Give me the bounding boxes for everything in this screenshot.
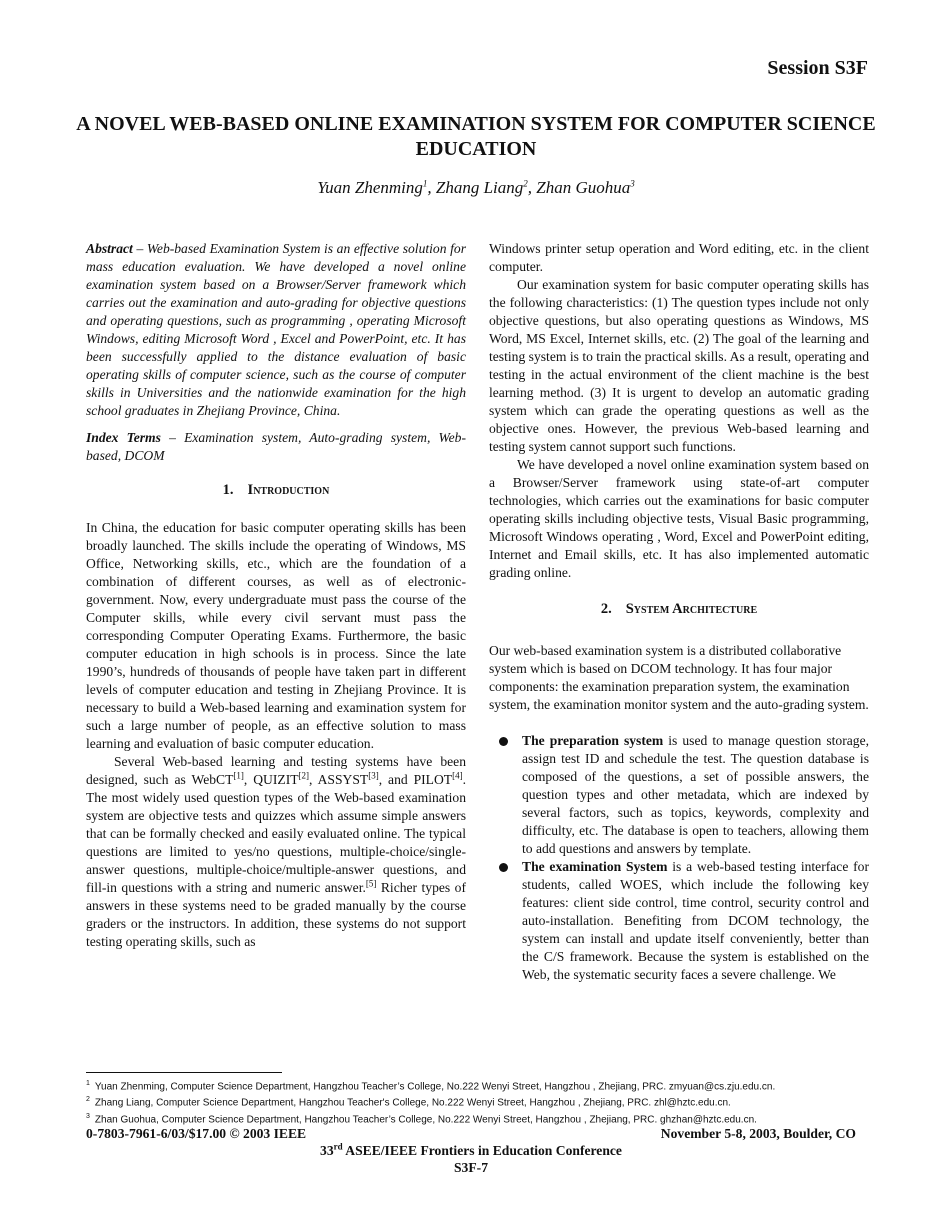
footer-isbn: 0-7803-7961-6/03/$17.00 © 2003 IEEE	[86, 1126, 307, 1141]
conference-name: ASEE/IEEE Frontiers in Education Conference	[342, 1143, 622, 1158]
author-mark: 3	[630, 178, 635, 189]
abstract-text: – Web-based Examination System is an effective solution for mass education evaluation. We have developed a novel online examination system based on a Browser/Server framework which carries out the examination and auto-grading for objective questions and operating questions, such as programming , operating Microsoft Windows, editing Microsoft Word , Excel and PowerPoint, etc. It has been successfully applied to the distance evaluation of basic operating skills of computer science, such as the course of computer skills in Universities and the nationwide examination for the high school graduates in Zhejiang Province, China.	[86, 241, 466, 418]
section-title: Introduction	[247, 482, 330, 498]
ref-mark: [3]	[368, 770, 379, 781]
index-terms	[86, 429, 466, 465]
text-run: . The most widely used question types of the Web-based examination system are objective tests and quizzes which assume simple answers that can be formally checked and easily evaluated online. The typical questions are limited to yes/no questions, multiple-choice/single-answer questions, multiple-choice/multiple-answer questions, and fill-in questions with a string and numeric answer.	[86, 772, 467, 895]
section-title: System Architecture	[625, 601, 758, 617]
section-heading-introduction	[86, 481, 466, 499]
text-run: , and PILOT	[378, 772, 453, 787]
author-line: Yuan Zhenming$^1$, Zhang Liang$^2$, Zhan Guohua$^3$	[317, 178, 635, 197]
bullet-icon	[499, 737, 508, 746]
conference-suffix: rd	[333, 1141, 343, 1152]
author-name: Yuan Zhenming	[317, 178, 423, 197]
footnote	[86, 1077, 886, 1093]
ref-mark: [1]	[233, 770, 244, 781]
author-mark: 1	[422, 178, 428, 189]
author-name: Zhang Liang	[435, 178, 524, 197]
footnote	[86, 1093, 886, 1109]
abstract	[86, 240, 466, 420]
page-footer	[86, 1125, 856, 1176]
list-item	[489, 858, 869, 984]
ref-mark: [4]	[452, 770, 463, 781]
text-run: Richer types of answers in these systems need to be graded manually by the course graders or the instructors. In addition, these systems do not support testing operating skills, such as	[86, 880, 466, 949]
section-heading-system-architecture	[489, 600, 869, 618]
ref-mark: [5]	[365, 878, 377, 889]
footnote-text: Zhang Liang, Computer Science Department, Hangzhou Teacher's College, No.222 Wenyi Street, Hangzhou , Zhejiang, PRC. zhl@hztc.edu.cn.	[94, 1097, 731, 1109]
footnote-rule	[86, 1072, 282, 1073]
developed-paragraph: We have developed a novel online examination system based on a Browser/Server framework using state-of-art computer technologies, which carries out the examinations for basic computer operating skills including objective tests, Visual Basic programming, Microsoft Windows operating , Word, Excel and PowerPoint editing, Internet and Email skills, etc. It has also implemented automatic grading online.	[489, 457, 869, 580]
bullet-lead: The preparation system	[522, 733, 664, 748]
characteristics-paragraph: Our examination system for basic computer operating skills has the following characteristics: (1) The question types include not only objective questions, but also operating questions as Windows, MS Word, MS Excel, Internet skills, etc. (2) The goal of the learning and testing system is to train the practical skills. As a result, operating and testing in the actual environment of the client machine is the best learning method. (3) It is urgent to develop an automatic grading system which can grade the operating questions as well as the objective ones. However, the previous Web-based learning and testing system cannot support such functions.	[489, 277, 869, 454]
footer-date: November 5-8, 2003, Boulder, CO	[660, 1126, 856, 1141]
session-label: Session S3F	[767, 57, 868, 79]
footnote	[86, 1110, 886, 1126]
continued-paragraph: Windows printer setup operation and Word editing, etc. in the client computer.	[489, 241, 869, 274]
paper-title: A NOVEL WEB-BASED ONLINE EXAMINATION SYSTEM FOR COMPUTER SCIENCE EDUCATION	[76, 113, 876, 160]
bullet-icon	[499, 863, 508, 872]
text-run: Several Web-based learning and testing systems have been designed, such as WebCT	[86, 754, 466, 787]
architecture-paragraph: Our web-based examination system is a distributed collaborative system which is based on DCOM technology. It has four major components: the examination preparation system, the examination system, the examination monitor system and the auto-grading system.	[489, 643, 869, 712]
footnotes	[86, 1077, 886, 1126]
index-terms-label: Index Terms	[86, 430, 161, 445]
section-number: 1.	[222, 482, 234, 498]
author-mark: 2	[523, 178, 528, 189]
text-run: , ASSYST	[309, 772, 369, 787]
ref-mark: [2]	[298, 770, 310, 781]
intro-paragraph-1: In China, the education for basic computer operating skills has been broadly launched. The skills include the operating of Windows, MS Office, Networking skills, etc., which are the foundation of a combination of different courses, as well as of electronic-government. Now, every undergraduate must pass the course of the Computer skills, while every civil servant must pass the corresponding Computer Operating Exams. Furthermore, the basic computer education in high schools is in process. Since the late 1990’s, hundreds of thousands of people have taken part in different levels of computer education and testing in Zhejiang Province. It is necessary to build a Web-based learning and examination system for such a large number of people, as an effective solution to mass learning and evaluation of basic computer education.	[86, 520, 466, 751]
author-name: Zhan Guohua	[536, 178, 631, 197]
bullet-text: is used to manage question storage, assign test ID and schedule the test. The question database is composed of the questions, a set of possible answers, the question types and other metadata, which are indexed by several factors, such as topics, keywords, complexity and difficulty, etc. The database is open to teachers, allowing them to add questions and answers by template.	[522, 733, 870, 856]
index-terms-text: – Examination system, Auto-grading system, Web-based, DCOM	[86, 430, 466, 463]
footnote-text: Yuan Zhenming, Computer Science Department, Hangzhou Teacher’s College, No.222 Wenyi Street, Hangzhou , Zhejiang, PRC. zmyuan@cs.zju.edu.cn.	[94, 1081, 776, 1093]
intro-paragraph-2	[86, 753, 466, 951]
footnote-number: 2	[86, 1096, 90, 1104]
left-column	[86, 240, 466, 951]
section-number: 2.	[600, 601, 612, 617]
footer-conference	[86, 1142, 856, 1159]
abstract-label: Abstract	[86, 241, 133, 256]
footnote-number: 3	[86, 1112, 90, 1120]
right-column	[489, 240, 869, 984]
footnote-number: 1	[86, 1080, 90, 1087]
component-list	[489, 732, 869, 984]
footnote-text: Zhan Guohua, Computer Science Department, Hangzhou Teacher’s College, No.222 Wenyi Street, Hangzhou , Zhejiang, PRC. ghzhan@hztc.edu.cn.	[94, 1113, 757, 1125]
page-number: S3F-7	[454, 1160, 488, 1175]
bullet-text: is a web-based testing interface for students, called WOES, which include the following key features: client side control, time control, security control and auto-installation. Benefiting from DCOM technology, the system can install and update itself conveniently, better than the C/S framework. Because the system is established on the Web, the systematic security faces a severe challenge. We	[522, 859, 869, 982]
list-item	[489, 732, 869, 858]
conference-number: 33	[320, 1143, 334, 1158]
text-run: , QUIZIT	[243, 772, 299, 787]
bullet-lead: The examination System	[522, 859, 668, 874]
footer-row	[86, 1125, 856, 1142]
